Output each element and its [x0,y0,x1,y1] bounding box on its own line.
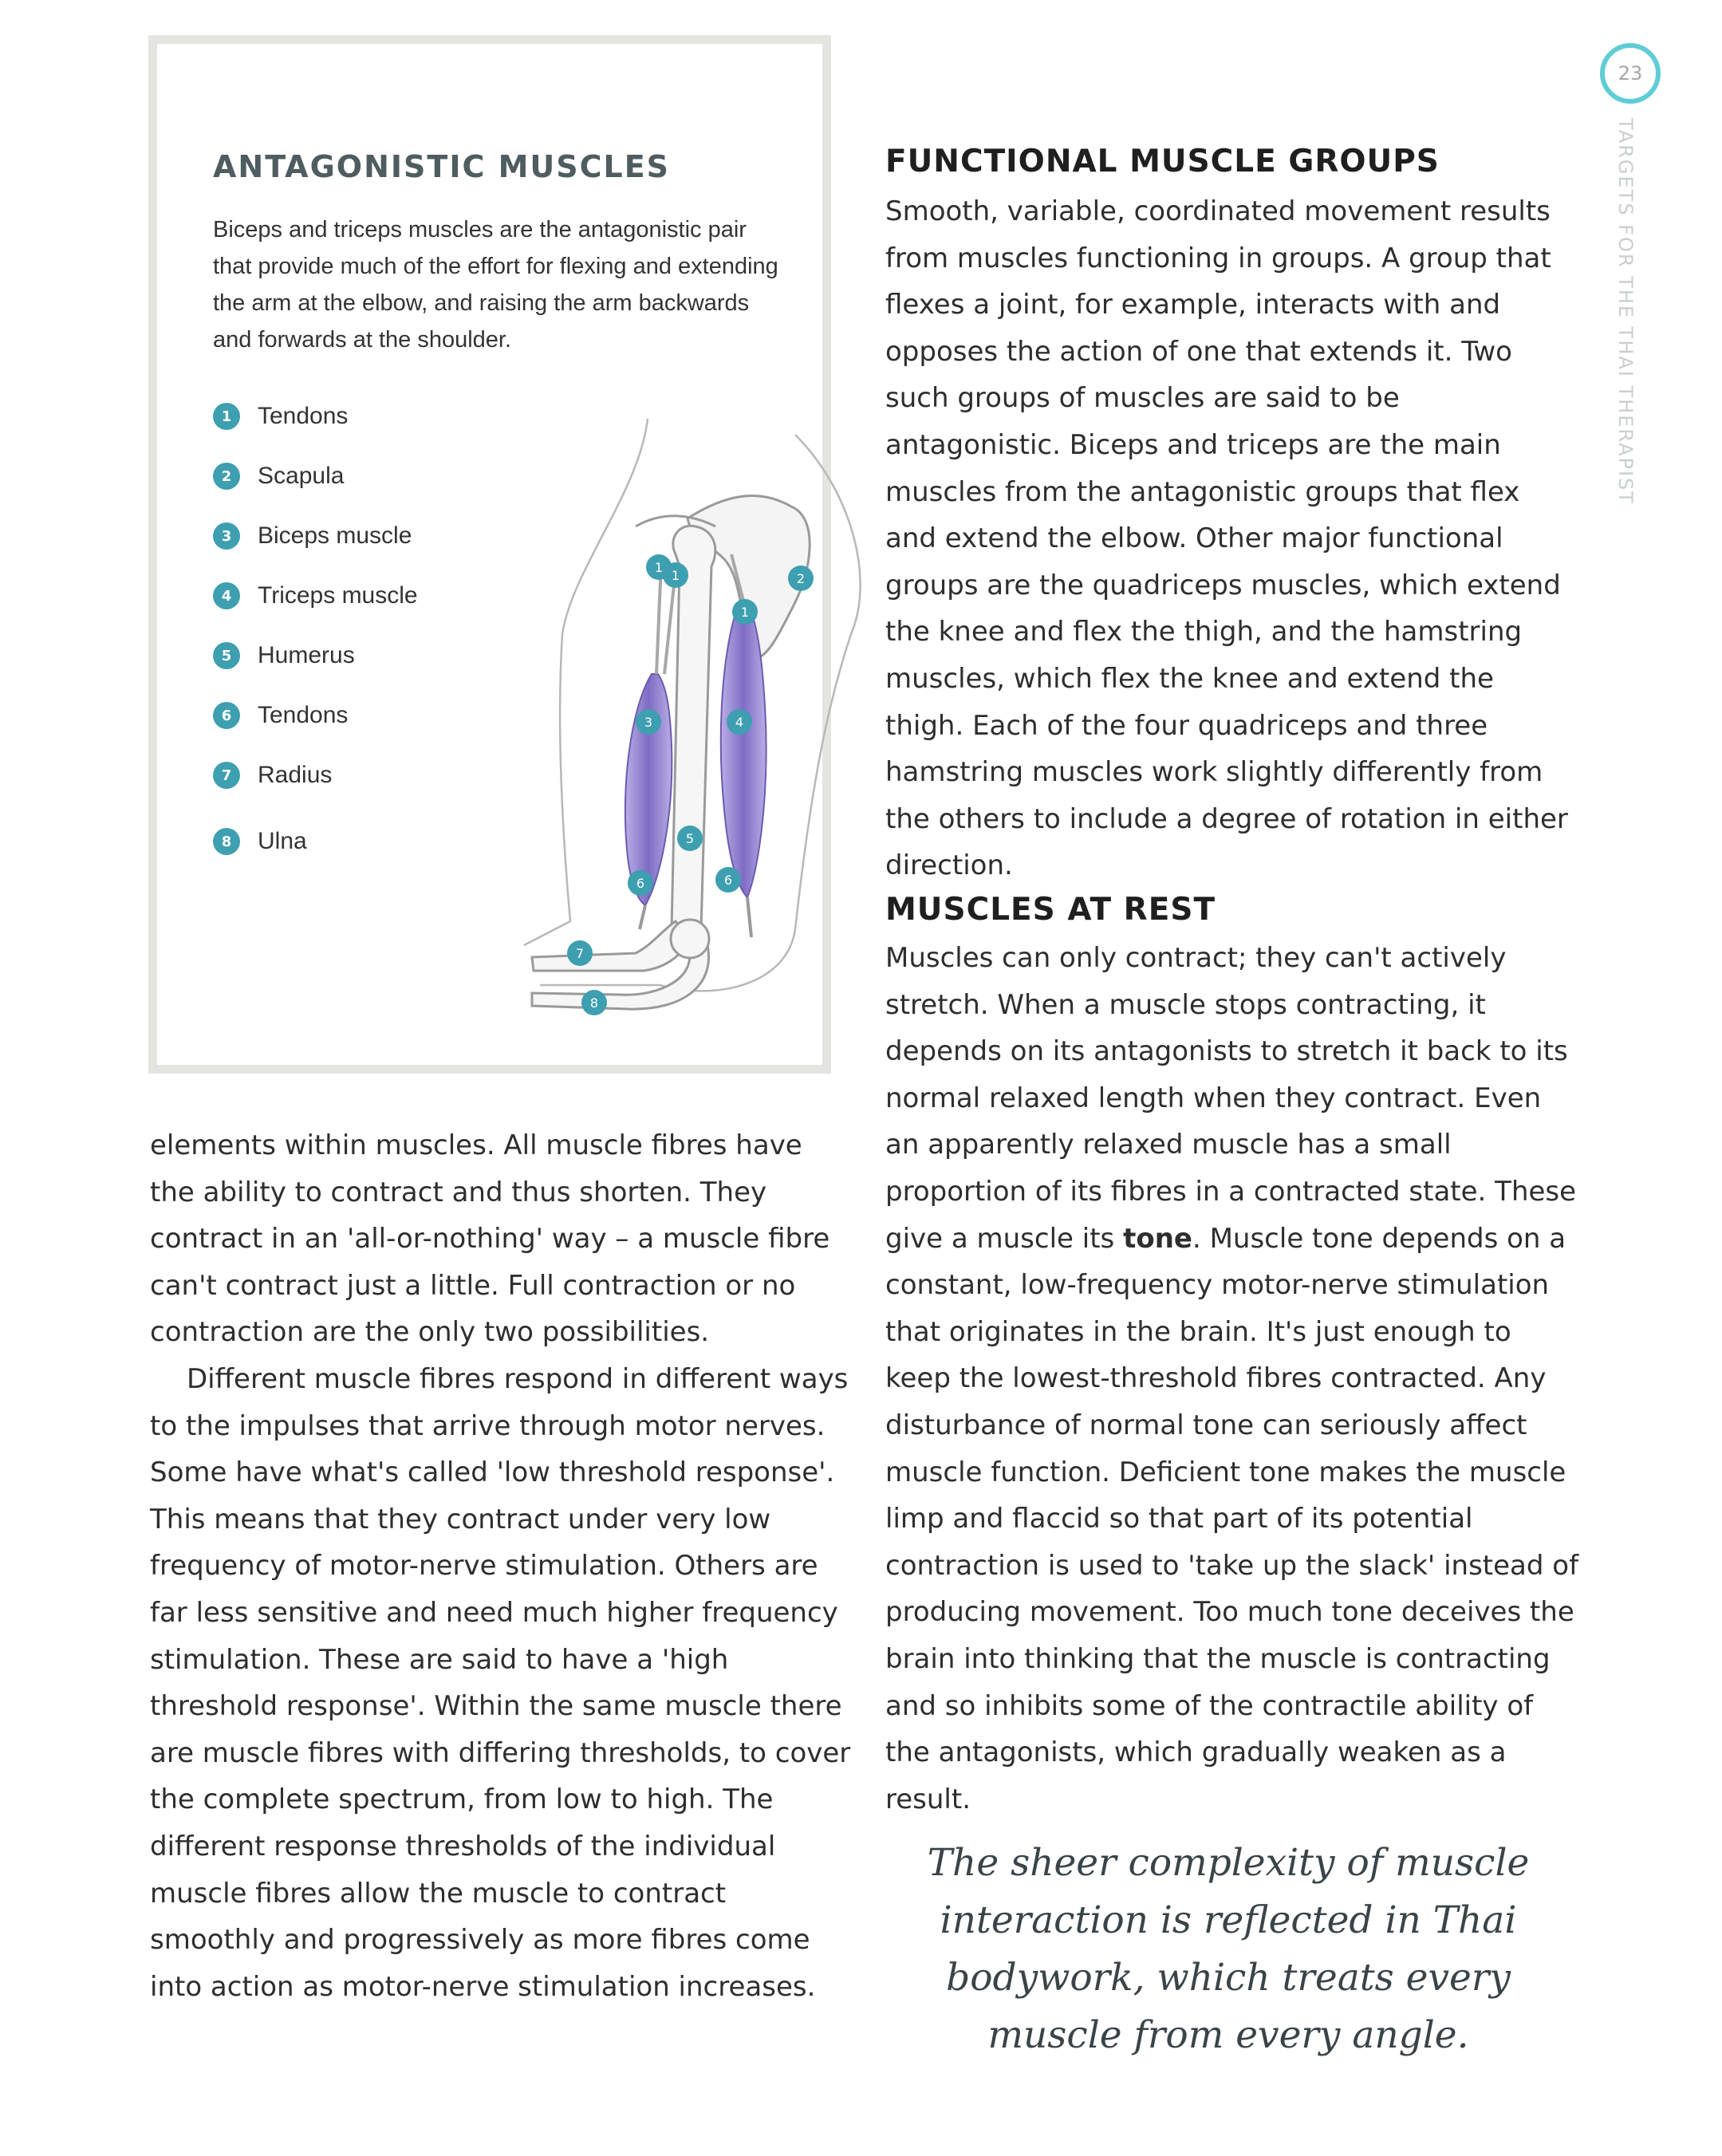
svg-text:6: 6 [636,876,645,891]
marker-8 [581,990,607,1015]
svg-text:5: 5 [685,831,695,846]
svg-text:3: 3 [644,715,653,730]
legend-label: Triceps muscle [258,582,418,609]
svg-text:1: 1 [654,560,664,575]
svg-text:6: 6 [723,873,733,888]
legend-number: 7 [213,762,240,789]
left-paragraph-1: elements within muscles. All muscle fibres have the ability to contract and thus shorten. They contract in an 'all-or-nothing' way – a muscle fibre can't contract just a little. Full contraction or no contraction are the only two possibilities. [150,1129,830,1349]
legend-number: 1 [213,403,240,430]
marker-1b [663,562,688,588]
legend-number: 8 [213,828,240,855]
legend-label: Humerus [258,642,355,668]
legend-label: Tendons [258,403,349,429]
svg-text:7: 7 [575,946,585,961]
functional-heading: FUNCTIONAL MUSCLE GROUPS [885,144,1440,179]
svg-text:2: 2 [796,571,806,586]
marker-6 [628,870,653,896]
marker-5 [677,826,703,851]
legend-item [213,463,344,490]
legend-label: Radius [258,762,333,788]
marker-3 [636,709,661,735]
legend-number: 4 [213,582,240,609]
biceps-muscle [625,674,672,905]
running-header: TARGETS FOR THE THAI THERAPIST [1614,118,1637,505]
legend-number: 2 [213,463,240,490]
legend-item [213,582,418,609]
rest-paragraph: Muscles can only contract; they can't actively stretch. When a muscle stops contracting, it depends on its antagonists to stretch it back to its normal relaxed length when they contract. Even an apparently relaxed muscle has a small proportion of its fibres in a contracted state. These give a muscle its tone. Muscle tone depends on a constant, low-frequency motor-nerve stimulation that originates in the brain. It's just enough to keep the lowest-threshold fibres contracted. Any disturbance of normal tone can seriously affect muscle function. Deficient tone makes the muscle limp and flaccid so that part of its potential contraction is used to 'take up the slack' instead of producing movement. Too much tone deceives the brain into thinking that the muscle is contracting and so inhibits some of the contractile ability of the antagonists, which gradually weaken as a result. [885,942,1579,1815]
marker-7 [567,940,593,966]
marker-1c [732,599,758,625]
sidebar-title: ANTAGONISTIC MUSCLES [213,149,671,184]
legend-number: 5 [213,642,240,669]
sidebar-intro: Biceps and triceps muscles are the antagonistic pair that provide much of the effort for flexing and extending the arm at the elbow, and raising the arm backwards and forwards at the shoulder. [213,217,778,353]
page-number: 23 [1600,43,1661,104]
legend-item [213,762,332,789]
antagonistic-muscles-box [148,35,831,1074]
marker-6b [715,867,741,893]
rest-text [885,935,1579,1823]
legend-item [213,702,348,729]
svg-text:1: 1 [740,605,750,620]
legend-item [213,828,307,855]
left-paragraph-2: Different muscle fibres respond in different ways to the impulses that arrive through motor nerves. Some have what's called 'low threshold response'. This means that they contract under very low frequency of motor-nerve stimulation. Others are far less sensitive and need much higher frequency stimulation. These are said to have a 'high threshold response'. Within the same muscle there are muscle fibres with differing thresholds, to cover the complete spectrum, from low to high. The different response thresholds of the individual muscle fibres allow the muscle to contract smoothly and progressively as more fibres come into action as motor-nerve stimulation increases. [150,1362,851,2003]
legend-number: 3 [213,522,240,550]
arm-anatomy-illustration [476,371,923,1057]
svg-text:1: 1 [671,568,680,583]
legend-label: Tendons [258,702,349,728]
pull-quote: The sheer complexity of muscle interaction is reflected in Thai bodywork, which treats every muscle from every angle. [927,1841,1530,2057]
marker-2 [788,566,814,591]
legend-label: Biceps muscle [258,522,412,549]
legend-label: Scapula [258,463,345,489]
left-column-text [150,1122,852,2010]
legend-label: Ulna [258,828,307,854]
legend-item [213,522,412,550]
legend-item [213,403,348,430]
tone-term: tone [1123,1222,1192,1255]
functional-paragraph: Smooth, variable, coordinated movement results from muscles functioning in groups. A group that flexes a joint, for example, interacts with and opposes the action of one that extends it. Two such groups of muscles are said to be antagonistic. Biceps and triceps are the main muscles from the antagonistic groups that flex and extend the elbow. Other major functional groups are the quadriceps muscles, which extend the knee and flex the thigh, and the hamstring muscles, which flex the knee and extend the thigh. Each of the four quadriceps and three hamstring muscles work slightly differently from the others to include a degree of rotation in either direction. [885,195,1568,882]
functional-text [885,188,1579,889]
svg-text:8: 8 [589,995,599,1011]
svg-text:4: 4 [735,715,744,730]
marker-4 [727,709,752,735]
legend-item [213,642,355,669]
triceps-muscle [721,602,766,897]
rest-heading: MUSCLES AT REST [885,892,1216,928]
legend-number: 6 [213,702,240,729]
